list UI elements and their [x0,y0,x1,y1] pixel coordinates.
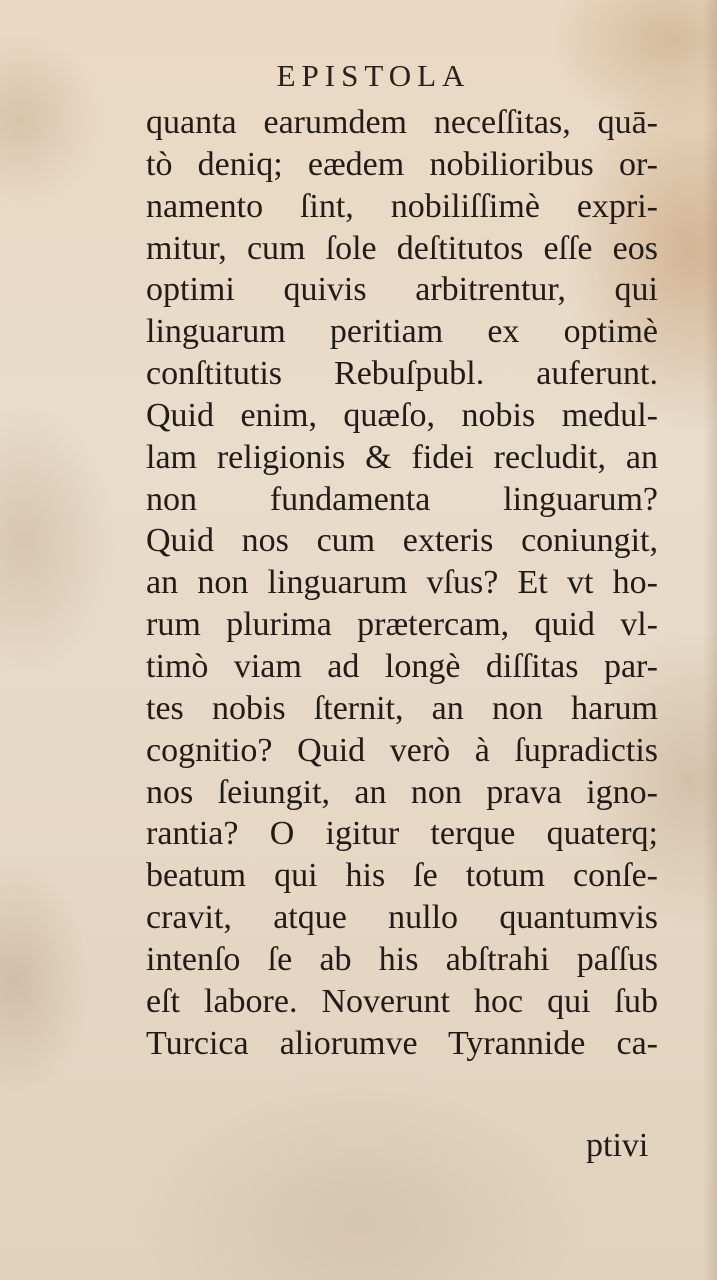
text-line: non fundamenta linguarum? [146,480,658,518]
catchword: ptivi [586,1127,649,1164]
body-text [146,102,658,1064]
text-line: tes nobis ſternit, an non harum [146,689,658,727]
text-line: timò viam ad longè diſſitas par- [146,647,658,685]
text-line: Turcica aliorumve Tyrannide ca- [146,1024,658,1062]
text-line: Quid nos cum exteris coniungit, [146,522,658,560]
text-line: rantia? O igitur terque quaterq; [146,815,658,853]
text-line: cognitio? Quid verò à ſupradictis [146,731,658,769]
text-line: conſtitutis Rebuſpubl. auferunt. [146,355,658,393]
text-line: quanta earumdem neceſſitas, quā- [146,104,658,141]
text-line: Quid enim, quæſo, nobis medul- [146,396,658,434]
text-line: linguarum peritiam ex optimè [146,313,658,351]
text-line: beatum qui his ſe totum conſe- [146,857,658,895]
text-line: mitur, cum ſole deſtitutos eſſe eos [146,229,658,267]
text-line: cravit, atque nullo quantumvis [146,899,658,937]
page-edge-shadow [703,0,717,1280]
text-line: nos ſeiungit, an non prava igno- [146,773,658,811]
text-line: tò deniq; eædem nobilioribus or- [146,145,658,183]
text-line: an non linguarum vſus? Et vt ho- [146,564,658,602]
text-line: optimi quivis arbitrentur, qui [146,271,658,309]
text-line: namento ſint, nobiliſſimè expri- [146,187,658,225]
running-head: EPISTOLA [276,58,471,93]
text-line: rum plurima prætercam, quid vl- [146,606,658,644]
text-line: lam religionis & fidei recludit, an [146,438,658,476]
text-line: eſt labore. Noverunt hoc qui ſub [146,982,658,1020]
text-line: intenſo ſe ab his abſtrahi paſſus [146,940,658,978]
